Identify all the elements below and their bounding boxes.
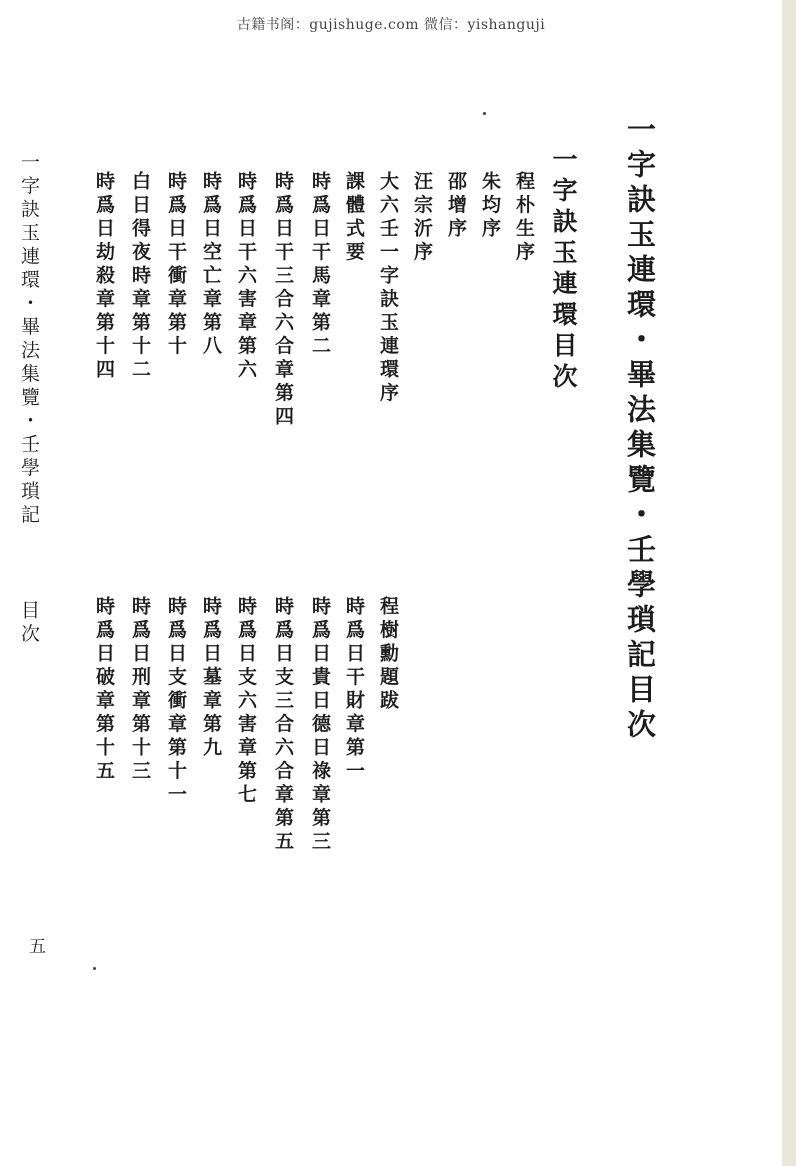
page-edge-shadow [782, 0, 796, 1166]
watermark: 古籍书阁：gujishuge.com 微信：yishanguji [236, 17, 546, 33]
toc-entry[interactable]: 程樹勳題跋 [377, 596, 399, 714]
toc-entry[interactable]: 時爲日劫殺章第十四 [93, 171, 115, 383]
toc-entry[interactable]: 時爲日墓章第九 [200, 596, 222, 761]
running-title: 一字訣玉連環・畢法集覽・壬學瑣記 [18, 152, 40, 528]
section-label: 目次 [18, 600, 40, 647]
toc-entry[interactable]: 時爲日支六害章第七 [235, 596, 257, 808]
toc-entry[interactable]: 課體式要 [343, 171, 365, 265]
toc-entry[interactable]: 汪宗沂序 [411, 171, 433, 265]
toc-entry[interactable]: 時爲日干財章第一 [343, 596, 365, 784]
toc-entry[interactable]: 時爲日貴日德日祿章第三 [309, 596, 331, 855]
toc-entry[interactable]: 時爲日破章第十五 [93, 596, 115, 784]
scan-speck [483, 112, 486, 115]
toc-entry[interactable]: 時爲日干馬章第二 [309, 171, 331, 359]
toc-entry[interactable]: 大六壬一字訣玉連環序 [377, 171, 399, 406]
toc-entry[interactable]: 時爲日干衝章第十 [165, 171, 187, 359]
toc-entry[interactable]: 時爲日支衝章第十一 [165, 596, 187, 808]
toc-entry[interactable]: 朱均序 [479, 171, 501, 242]
toc-entry[interactable]: 時爲日空亡章第八 [200, 171, 222, 359]
sub-title: 一字訣玉連環目次 [549, 146, 578, 394]
toc-entry[interactable]: 邵增序 [445, 171, 467, 242]
scan-speck [93, 967, 96, 970]
toc-entry[interactable]: 時爲日干六害章第六 [235, 171, 257, 383]
toc-entry[interactable]: 程朴生序 [513, 171, 535, 265]
page-number: 五 [29, 937, 46, 957]
toc-entry[interactable]: 白日得夜時章第十二 [129, 171, 151, 383]
toc-entry[interactable]: 時爲日支三合六合章第五 [272, 596, 294, 855]
toc-entry[interactable]: 時爲日刑章第十三 [129, 596, 151, 784]
main-title: 一字訣玉連環・畢法集覽・壬學瑣記目次 [623, 114, 657, 744]
toc-entry[interactable]: 時爲日干三合六合章第四 [272, 171, 294, 430]
